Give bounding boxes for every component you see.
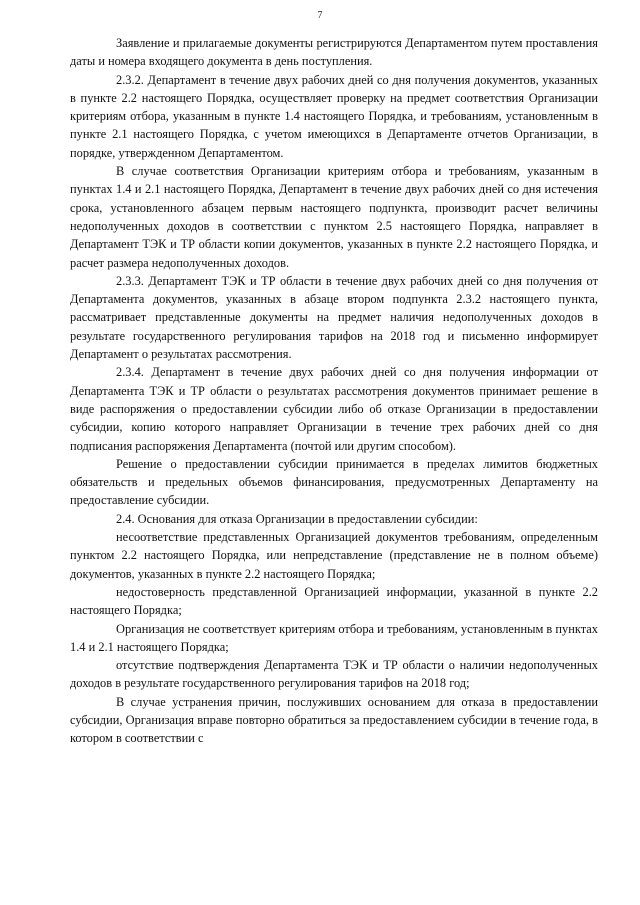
page-number: 7 [317, 10, 323, 21]
paragraph: Организация не соответствует критериям отбора и требованиям, установленным в пунктах 1.4 и 2.1 настоящего Порядка; [70, 621, 598, 654]
paragraph: В случае соответствия Организации критериям отбора и требованиям, указанным в пунктах 1.4 и 2.1 настоящего Порядка, Департамент в течение двух рабочих дней со дня истечения срока, установленного абзацем первым настоящего подпункта, производит расчет величины недополученных доходов в соответствии с пунктом 2.5 настоящего Порядка, направляет в Департамент ТЭК и ТР области копии документов, указанных в пункте 2.2 настоящего Порядка, и расчет размера недополученных доходов. [70, 164, 598, 270]
paragraph: 2.3.4. Департамент в течение двух рабочих дней со дня получения информации от Департамента ТЭК и ТР области о результатах рассмотрения документов принимает решение в виде распоряжения о предоставлении субсидии либо об отказе Организации в предоставлении субсидии, копию которого направляет Организации в течение трех рабочих дней со дня подписания распоряжения Департамента (почтой или другим способом). [70, 365, 598, 453]
paragraph: Заявление и прилагаемые документы регистрируются Департаментом путем проставления даты и номера входящего документа в день поступления. [70, 36, 598, 69]
document-body [70, 34, 598, 748]
paragraph: В случае устранения причин, послуживших основанием для отказа в предоставлении субсидии, Организация вправе повторно обратиться за предоставлением субсидии в течение года, в котором в соответствии с [70, 694, 598, 746]
paragraph: 2.4. Основания для отказа Организации в предоставлении субсидии: [116, 511, 478, 526]
paragraph: недостоверность представленной Организацией информации, указанной в пункте 2.2 настоящего Порядка; [70, 584, 598, 618]
paragraph: 2.3.2. Департамент в течение двух рабочих дней со дня получения документов, указанных в пункте 2.2 настоящего Порядка, осуществляет проверку на предмет соответствия Организации критериям отбора, указанным в пункте 1.4 настоящего Порядка, и требованиям, установленным в пункте 2.1 настоящего Порядка, с учетом имеющихся в Департаменте отчетов Организации, в порядке, утвержденном Департаментом. [70, 72, 598, 160]
paragraph: несоответствие представленных Организацией документов требованиям, определенным пунктом 2.2 настоящего Порядка, или непредставление (представление не в полном объеме) документов, указанных в пункте 2.2 настоящего Порядка; [70, 530, 598, 581]
paragraph: 2.3.3. Департамент ТЭК и ТР области в течение двух рабочих дней со дня получения от Департамента документов, указанных в абзаце втором подпункта 2.3.2 настоящего пункта, рассматривает представленные документы на предмет наличия недополученных доходов в результате государственного регулирования тарифов на 2018 год и письменно информирует Департамент о результатах рассмотрения. [70, 273, 598, 362]
paragraph: отсутствие подтверждения Департамента ТЭК и ТР области о наличии недополученных доходов в результате государственного регулирования тарифов на 2018 год; [70, 658, 598, 691]
paragraph: Решение о предоставлении субсидии принимается в пределах лимитов бюджетных обязательств и предельных объемов финансирования, предусмотренных Департаменту на предоставление субсидии. [70, 456, 598, 508]
